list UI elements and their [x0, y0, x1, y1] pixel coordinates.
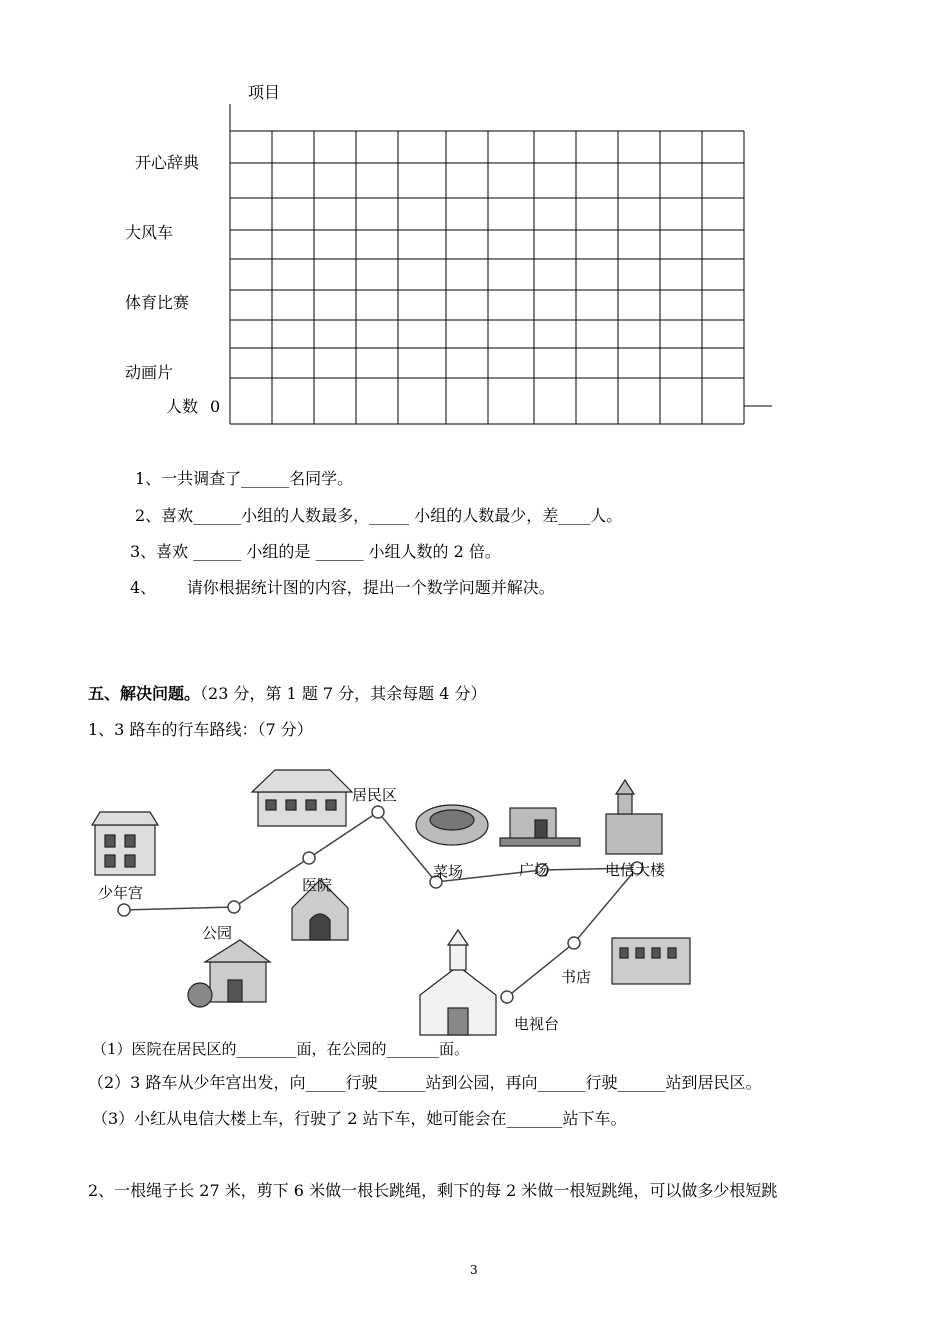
category-label: 动画片: [125, 363, 174, 382]
stop-shaoniangong: [118, 904, 130, 916]
building-shudian-icon: [612, 938, 690, 984]
building-juminqu-icon: [252, 770, 352, 826]
building-shaoniangong-icon: [92, 812, 158, 875]
bar-chart: [0, 0, 950, 440]
chart-grid: [230, 104, 772, 424]
building-dianshitai-icon: [420, 930, 496, 1035]
question-4: 4、 请你根据统计图的内容，提出一个数学问题并解决。: [130, 578, 555, 597]
chart-y-axis-label: 项目: [248, 83, 281, 102]
map-label-shudian: 书店: [561, 968, 592, 986]
question-3: 3、喜欢 ______ 小组的是 ______ 小组人数的 2 倍。: [130, 542, 501, 561]
chart-x-axis-label: 人数: [166, 397, 199, 416]
q1-part-3: （3）小红从电信大楼上车，行驶了 2 站下车，她可能会在_______站下车。: [92, 1109, 627, 1128]
building-guangchang-icon: [500, 808, 580, 846]
route-map: [0, 740, 950, 1040]
building-caichang-icon: [416, 805, 488, 845]
map-label-dianxin: 电信大楼: [605, 861, 666, 879]
map-label-yiyuan: 医院: [302, 876, 333, 894]
section5-header: [88, 681, 487, 704]
question-1: 1、一共调查了______名同学。: [135, 469, 354, 488]
building-dianxin-icon: [606, 780, 662, 854]
question-2: 2、喜欢______小组的人数最多，_____ 小组的人数最少，差____人。: [135, 506, 623, 525]
q1-part-2: （2）3 路车从少年宫出发，向_____行驶______站到公园，再向______行驶______站到居民区。: [88, 1073, 762, 1092]
stop-juminqu: [372, 806, 384, 818]
stop-dianshitai: [501, 991, 513, 1003]
stop-shudian: [568, 937, 580, 949]
q2-text: 2、一根绳子长 27 米，剪下 6 米做一根长跳绳，剩下的每 2 米做一根短跳绳，可以做多少根短跳: [88, 1181, 778, 1200]
map-label-gongyuan: 公园: [202, 924, 233, 942]
category-label: 开心辞典: [135, 153, 200, 172]
page-number: 3: [470, 1263, 478, 1277]
stop-gongyuan: [228, 901, 240, 913]
map-label-shaoniangong: 少年宫: [98, 884, 144, 902]
map-label-dianshitai: 电视台: [514, 1015, 560, 1033]
q1-title: 1、3 路车的行车路线：（7 分）: [88, 720, 313, 739]
category-label: 大风车: [125, 223, 174, 242]
section5-note: （23 分，第 1 题 7 分，其余每题 4 分）: [200, 684, 487, 703]
q1-part-1: （1）医院在居民区的________面，在公园的_______面。: [92, 1040, 470, 1058]
category-label: 体育比赛: [125, 293, 190, 312]
map-label-juminqu: 居民区: [352, 786, 398, 804]
section5-title: 五、解决问题。: [88, 684, 201, 703]
stop-yiyuan: [303, 852, 315, 864]
map-label-caichang: 菜场: [433, 863, 464, 881]
chart-origin-label: 0: [210, 397, 221, 416]
building-gongyuan-icon: [188, 940, 270, 1007]
map-label-guangchang: 广场: [519, 861, 550, 879]
